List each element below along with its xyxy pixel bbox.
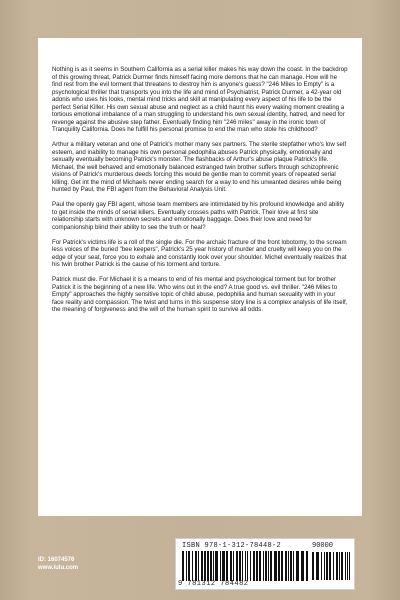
blurb-paragraph-3: Paul the openly gay FBI agent, whose team members are intimidated by his profound knowledge and ability to get inside the minds of serial killers. Eventually crosses paths with Patrick. Their love at first site relationship starts with unknown secrets and emotionally baggage. Does their love and need for companionship blind their ability to see the truth or heal? [52, 201, 345, 231]
barcode-addon-digits: 90000 [312, 542, 334, 550]
isbn-barcode [175, 538, 355, 590]
barcode-bars-addon [312, 552, 350, 580]
publisher-info [38, 556, 78, 572]
barcode-digits: 9 781312 784482 [178, 580, 249, 588]
publisher-id: ID: 16074576 [38, 557, 75, 563]
blurb-paragraph-2: Arthur a military veteran and one of Patrick's mother many sex partners. The sterile stepfather who's low self esteem, and inability to manage his own personal pedophilia abuses Patrick physically, emotionally and sexually eventually becoming Patrick's monster. The flashbacks of Arthur's abuse plaque Patrick's life. Michael, the well behaved and emotionally balanced estranged twin brother suffers through schizophrenic visions of Patrick's murderous deeds forcing this would be gentle man to commit years of repeated serial killing. Get int the mind of Michaels never ending search for a way to end his unwanted desires while being hunted by Paul, the FBI agent from the Behavioral Analysis Unit. [52, 141, 347, 193]
publisher-site: www.lulu.com [38, 565, 79, 571]
blurb-panel [38, 38, 362, 516]
isbn-label: ISBN 978-1-312-78448-2 [182, 542, 282, 550]
blurb-paragraph-4: For Patrick's victims life is a roll of the single die. For the archaic fracture of the front lobotomy, to the scream less voices of the buried "bee keepers", Patrick's 25 year history of murder and cruelty will keep you on the edge of your seat, force you to exhale and constantly look over your shoulder. Michel eventually realizes that his twin brother Patrick is the cause of his torment and torture. [52, 238, 347, 268]
blurb-paragraph-1: Nothing is as it seems in Southern California as a serial killer makes his way down the coast. In the backdrop of this growing threat, Patrick Durmer finds himself facing more demons that he can manage. How will he find rest from the evil torment that threatens to destroy him is anyone's guess? "246 Miles to Empty" is a psychological thriller that transports you into the life and mind of Psychiatrist, Patrick Durmer, a 42-year old adonis who uses his looks, mental mind tricks and skill at manipulating every aspect of his life to be the perfect Serial Killer. His own sexual abuse and neglect as a child haunt his every waking moment creating a tortious emotional imbalance of a man struggling to understand his own sexual identity, hatred, and need for revenge against the abusive step father. Eventually finding him "246 miles" away in the ironic town of Tranquility California. Does he fulfill his personal promise to end the man who stole his childhood? [52, 66, 348, 133]
barcode-bars-main [182, 551, 308, 581]
blurb-paragraph-5: Patrick must die. For Michael it is a means to end of his mental and psychological torment but for brother Patrick it is the beginning of a new life. Who wins out in the end? A true good vs. evil thriller. "246 Miles to Empty" approaches the highly sensitive topic of child abuse, pedophilia and human sexuality with in your face reality and compassion. The twist and turns in this suspense story line is a complex analysis of life itself, the meaning of forgiveness and the will of the human spirit to survive all odds. [52, 276, 348, 313]
